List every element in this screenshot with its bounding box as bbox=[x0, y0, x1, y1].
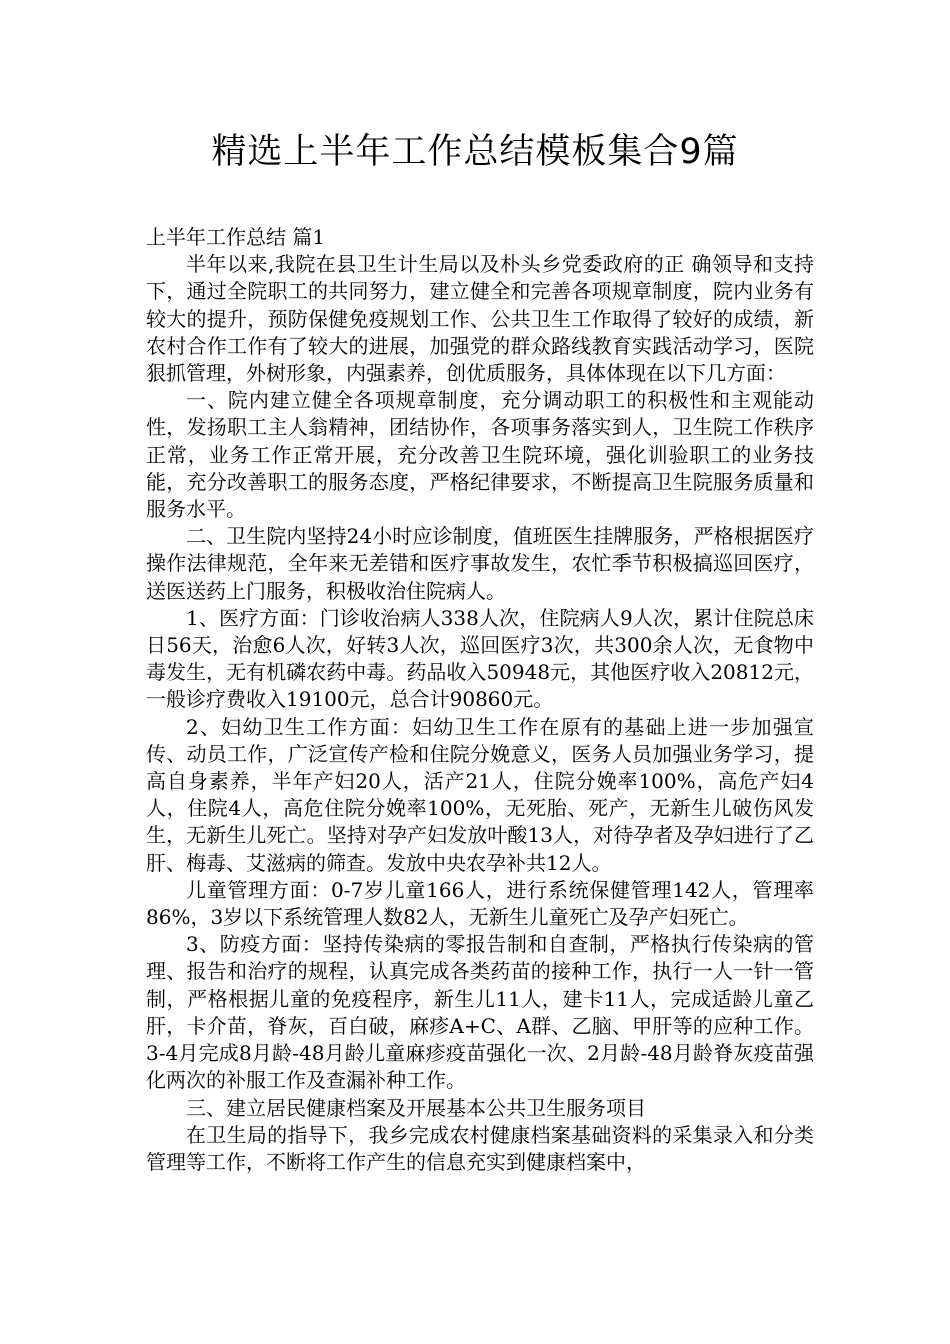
paragraph-maternal-child: 2、妇幼卫生工作方面：妇幼卫生工作在原有的基础上进一步加强宣传、动员工作，广泛宣传产检和住院分娩意义，医务人员加强业务学习，提高自身素养，半年产妇20人，活产21人，住院分娩率100%，高危产妇4人，住院4人，高危住院分娩率100%，无死胎、死产，无新生儿破伤风发生，无新生儿死亡。坚持对孕产妇发放叶酸13人，对待孕者及孕妇进行了乙肝、梅毒、艾滋病的筛查。发放中央农孕补共12人。 bbox=[146, 714, 814, 875]
paragraph-epidemic-prevention: 3、防疫方面：坚持传染病的零报告制和自查制，严格执行传染病的管理、报告和治疗的规程，认真完成各类药苗的接种工作，执行一人一针一管制，严格根据儿童的免疫程序，新生儿11人，建卡11人，完成适龄儿童乙肝，卡介苗，脊灰，百白破，麻疹A+C、A群、乙脑、甲肝等的应种工作。3-4月完成8月龄-48月龄儿童麻疹疫苗强化一次、2月龄-48月龄脊灰疫苗强化两次的补服工作及查漏补种工作。 bbox=[146, 932, 814, 1093]
section-heading: 上半年工作总结 篇1 bbox=[146, 225, 326, 249]
paragraph-health-records: 在卫生局的指导下，我乡完成农村健康档案基础资料的采集录入和分类管理等工作，不断将工作产生的信息充实到健康档案中， bbox=[146, 1122, 814, 1174]
paragraph-duty-system: 二、卫生院内坚持24小时应诊制度，值班医生挂牌服务，严格根据医疗操作法律规范，全年来无差错和医疗事故发生，农忙季节积极搞巡回医疗，送医送药上门服务，积极收治住院病人。 bbox=[146, 524, 814, 603]
paragraph-rules: 一、院内建立健全各项规章制度，充分调动职工的积极性和主观能动性，发扬职工主人翁精神，团结协作，各项事务落实到人，卫生院工作秩序正常，业务工作正常开展，充分改善卫生院环境，强化训验职工的业务技能，充分改善职工的服务态度，严格纪律要求，不断提高卫生院服务质量和服务水平。 bbox=[146, 388, 814, 522]
paragraph-child-management: 儿童管理方面：0-7岁儿童166人，进行系统保健管理142人，管理率86%，3岁以下系统管理人数82人，无新生儿童死亡及孕产妇死亡。 bbox=[146, 877, 814, 930]
document-body bbox=[146, 224, 814, 1176]
paragraph-intro: 半年以来,我院在县卫生计生局以及朴头乡党委政府的正 确领导和支持下，通过全院职工的共同努力，建立健全和完善各项规章制度，院内业务有较大的提升，预防保健免疫规划工作、公共卫生工作取得了较好的成绩，新农村合作工作有了较大的进展，加强党的群众路线教育实践活动学习，医院狠抓管理，外树形象，内强素养，创优质服务，具体体现在以下几方面： bbox=[146, 252, 814, 386]
paragraph-medical: 1、医疗方面：门诊收治病人338人次，住院病人9人次，累计住院总床日56天，治愈6人次，好转3人次，巡回医疗3次，共300余人次，无食物中毒发生，无有机磷农药中毒。药品收入50948元，其他医疗收入20812元，一般诊疗费收入19100元，总合计90860元。 bbox=[146, 605, 814, 712]
paragraph-health-records-heading: 三、建立居民健康档案及开展基本公共卫生服务项目 bbox=[186, 1095, 646, 1120]
document-title: 精选上半年工作总结模板集合9篇 bbox=[211, 132, 739, 172]
